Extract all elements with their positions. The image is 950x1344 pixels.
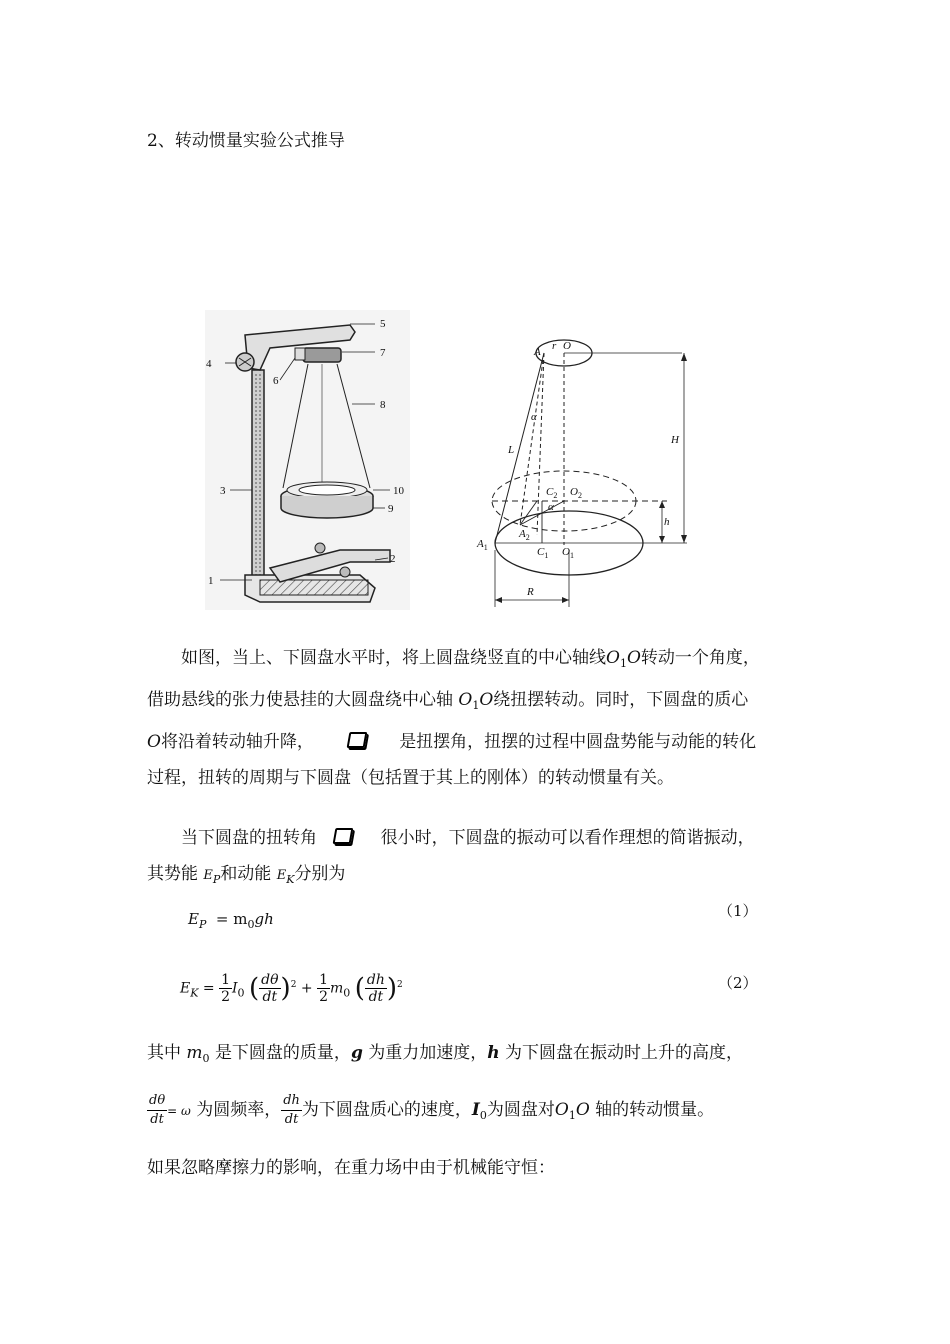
- label-O: O: [563, 340, 571, 352]
- label-r: r: [552, 340, 557, 352]
- label-6: 6: [273, 375, 279, 387]
- label-alpha2: α: [548, 501, 554, 513]
- equation-1-number: （1）: [718, 902, 758, 920]
- paragraph-symbols-1: 其中 $m_0$ 是下圆盘的质量，g 为重力加速度，h 为下圆盘在振动时上升的高度，: [147, 1043, 744, 1065]
- label-10: 10: [393, 485, 404, 497]
- geometry-figure: [472, 335, 712, 610]
- equation-1: $E_P = m_0gh$: [188, 910, 274, 931]
- label-O1: $O_1$: [562, 546, 574, 560]
- paragraph-energy-intro: 当下圆盘的扭转角 很小时，下圆盘的振动可以看作理想的简谐振动， 其势能 $E_P$和动能 $E_K$分别为: [147, 828, 755, 886]
- paragraph-description: 如图，当上、下圆盘水平时，将上圆盘绕竖直的中心轴线$O_1O$转动一个角度， 借助悬线的张力使悬挂的大圆盘绕中心轴 $O_1O$绕扭摆转动。同时，下圆盘的质心 O将沿着转动轴升降， 是扭摆角，扭摆的过程中圆盘势能与动能的转化 过程，扭转的周期与下圆盘（包括置于其上的刚体）的转动惯量有关。: [147, 648, 760, 788]
- equation-2-number: （2）: [718, 974, 758, 992]
- theta-glyph-icon: [333, 828, 354, 844]
- apparatus-figure: [200, 310, 410, 610]
- label-h: h: [664, 516, 670, 528]
- label-7: 7: [380, 347, 386, 359]
- label-8: 8: [380, 399, 386, 411]
- label-alpha: α: [531, 411, 537, 423]
- label-5: 5: [380, 318, 386, 330]
- label-C2: $C_2$: [546, 486, 558, 500]
- equation-2: $E_K$ = $\frac{1}{2}$ $I_0$ ( $\frac{d\theta}{dt}$ )$^2$ + $\frac{1}{2}$ $m_0$ ( $\frac{dh}{dt}$ )$^2$: [180, 972, 403, 1005]
- label-R: R: [527, 586, 534, 598]
- label-2: 2: [390, 553, 396, 565]
- label-H: H: [671, 434, 679, 446]
- label-O2: $O_2$: [570, 486, 582, 500]
- paragraph-conservation: 如果忽略摩擦力的影响，在重力场中由于机械能守恒：: [147, 1158, 555, 1178]
- label-3: 3: [220, 485, 226, 497]
- label-4: 4: [206, 358, 212, 370]
- label-A1: $A_1$: [477, 538, 488, 552]
- theta-glyph-icon: [346, 732, 367, 748]
- label-1: 1: [208, 575, 214, 587]
- label-9: 9: [388, 503, 394, 515]
- label-C1: $C_1$: [537, 546, 549, 560]
- label-L: L: [508, 444, 515, 456]
- paragraph-symbols-2: $\frac{d\theta}{dt}$ = ω 为圆频率， $\frac{dh}{dt}$ 为下圆盘质心的速度，$I_0$为圆盘对$O_1O$ 轴的转动惯量。: [149, 1093, 715, 1127]
- label-A2: $A_2$: [519, 528, 530, 542]
- label-A: A: [534, 346, 541, 358]
- section-heading: 2、转动惯量实验公式推导: [147, 131, 345, 151]
